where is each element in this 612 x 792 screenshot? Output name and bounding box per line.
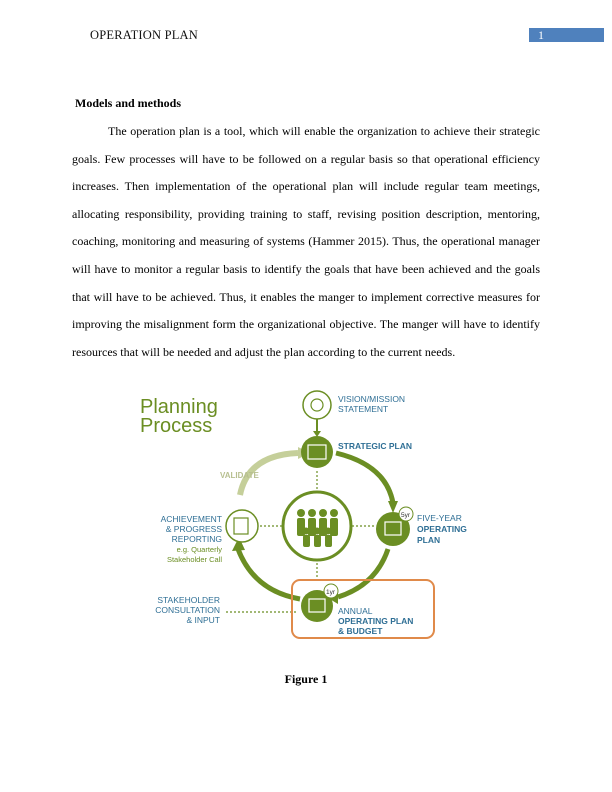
- annual-label-line1: ANNUAL: [338, 606, 373, 616]
- achievement-node: [226, 510, 258, 542]
- figure-caption: Figure 1: [284, 672, 328, 686]
- annual-label-line3: & BUDGET: [338, 626, 383, 636]
- arc-strategic-to-fiveyear: [336, 453, 393, 503]
- achievement-label-line1: ACHIEVEMENT: [160, 514, 222, 524]
- stakeholder-label-line1: STAKEHOLDER: [157, 595, 220, 605]
- arc-fiveyear-to-annual: [338, 549, 388, 597]
- figure-title-line2: Process: [140, 415, 213, 437]
- strategic-plan-label: STRATEGIC PLAN: [338, 441, 412, 451]
- achievement-label-line3: REPORTING: [171, 534, 222, 544]
- stakeholder-label-line3: & INPUT: [186, 615, 220, 625]
- achievement-label-line5: Stakeholder Call: [166, 555, 222, 564]
- validate-label: VALIDATE: [220, 471, 259, 480]
- achievement-label-line4: e.g. Quarterly: [176, 545, 222, 554]
- stakeholders-center-node: [283, 492, 351, 560]
- section-heading: Models and methods: [75, 96, 182, 110]
- five-year-label-line2: OPERATING: [417, 524, 467, 534]
- arc-annual-to-achievement: [238, 549, 300, 599]
- planning-process-figure: [138, 385, 473, 647]
- five-year-badge-text: 5yr: [401, 512, 411, 519]
- figure-title-line1: Planning: [140, 396, 218, 418]
- arrowhead-to-fiveyear: [388, 501, 398, 513]
- achievement-label-line2: & PROGRESS: [165, 524, 222, 534]
- planning-process-diagram: [138, 385, 473, 647]
- five-year-label-line1: FIVE-YEAR: [417, 513, 462, 523]
- strategic-plan-node: [301, 436, 333, 468]
- annual-label-line2: OPERATING PLAN: [338, 616, 414, 626]
- vision-node: [303, 391, 331, 419]
- body-paragraph: The operation plan is a tool, which will enable the organization to achieve their strategic goals. Few processes will have to be followed on a regular basis so that operational efficiency increases. Then implementation of the operational plan will include regular team meetings, allocating responsibility, providing training to staff, revising position description, mentoring, coaching, monitoring and measuring of systems (Hammer 2015). Thus, the operational manager will have to monitor a regular basis to identify the goals that have been achieved and the goals that will have to be achieved. Thus, it enables the manger to implement corrective measures for improving the misalignment form the organizational objective. The manger will have to identify resources that will be needed and adjust the plan according to the current needs.: [72, 124, 540, 359]
- running-header-title: OPERATION PLAN: [90, 28, 199, 42]
- stakeholder-label-line2: CONSULTATION: [155, 605, 220, 615]
- five-year-label-line3: PLAN: [417, 535, 441, 545]
- page-number: 1: [538, 28, 544, 42]
- one-year-badge-text: 1yr: [326, 589, 336, 596]
- vision-label-line2: STATEMENT: [338, 404, 389, 414]
- vision-label-line1: VISION/MISSION: [338, 394, 406, 404]
